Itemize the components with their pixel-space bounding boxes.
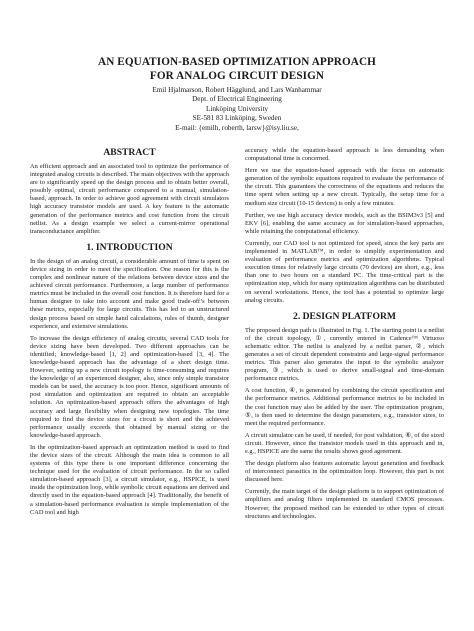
paper-title	[40, 55, 434, 83]
affiliation-email: E-mail: {emilh, roberth, larsw}@isy.liu.se,	[175, 123, 299, 132]
paper-authors: Emil Hjalmarson, Robert Hägglund, and Lars Wanhammar	[152, 86, 322, 94]
affiliation-university: Linköping University	[205, 104, 269, 113]
intro-paragraph-3: In the optimization-based approach an optimization method is used to find the device sizes of the circuit. Although the main idea is common to all systems of this type there is one important difference concerning the technique used for the evaluation of circuit performance. In the so called simulation-based approach [3], a circuit simulator, e.g., HSPICE, is used inside the optimization loop, while symbolic circuit equations are derived and directly used in the equation-based approach [4]. Traditionally, the benefit of a simulation-based performance evaluation is simple implementation of the CAD tool and high	[30, 443, 229, 516]
right-paragraph-9: Currently, the main target of the design platform is to support optimization of amplifiers and analog filters implemented in standard CMOS processes. However, the proposed method can be extended to other types of circuit structures and technologies.	[245, 488, 444, 520]
abstract-text: An efficient approach and an associated tool to optimize the performance of integrated analog circuits is described. The main objectives with the approach are to significantly speed up the design process and to obtain better overall, possibly optimal, circuit performance compared to a manual, simulation-based, approach. In order to achieve good agreement with circuit simulators high accuracy transistor models are used. A key feature is the automatic generation of the performance metrics and cost function from the circuit netlist. As a design example we select a current-mirror operational transconductance amplifier.	[30, 163, 229, 235]
right-paragraph-8: The design platform also features automatic layout generation and feedback of interconnect parasitics in the optimization loop. However, this part is not discussed here.	[245, 460, 444, 484]
right-paragraph-1: accuracy while the equation-based approach is less demanding when computational time is concerned.	[245, 147, 444, 163]
right-paragraph-2: Here we use the equation-based approach with the focus on automatic generation of the symbolic equations required to evaluate the performance of the circuit. This guarantees the correctness of the equations and reduces the time spent when setting up a new circuit. Typically, the setup time for a medium size circuit (10-15 devices) is only a few minutes.	[245, 167, 444, 207]
right-paragraph-3: Further, we use high accuracy device models, such as the BSIM3v3 [5] and EKV [6], enabling the same accuracy as for simulation-based approaches, while retaining the computational efficiency.	[245, 211, 444, 235]
affiliation-address: SE-581 83 Linköping, Sweden	[192, 114, 282, 123]
right-paragraph-7: A circuit simulator can be used, if needed, for post validation, ⑥, of the sized circuit. However, since the transistor models used in this approach and in, e.g., HSPICE are the same the results shows good agreement.	[245, 431, 444, 455]
left-column	[30, 147, 229, 617]
paper-title-line-2: FOR ANALOG CIRCUIT DESIGN	[149, 70, 325, 82]
paper-title-line-1: AN EQUATION-BASED OPTIMIZATION APPROACH	[98, 56, 376, 68]
paper-header	[40, 55, 434, 133]
intro-paragraph-2: To increase the design efficiency of analog circuits, several CAD tools for device sizing have been developed. Two different approaches can be identified; knowledge-based [1, 2] and optimization-based [3, 4]. The knowledge-based approach has the advantage of a short design time. However, setting up a new circuit topology is time-consuming and requires the knowledge of an experienced designer, also, since only simple transistor models can be used, the accuracy is too poor. Hence, significant amounts of post simulation and optimization are required to obtain an acceptable solution. An optimization-based approach offers the advantages of high accuracy and large flexibility when designing new topologies. The time required to find the device sizes for a circuit is short and the achieved performance usually exceeds that obtained by manual sizing or the knowledge-based approach.	[30, 334, 229, 439]
right-column	[245, 147, 444, 617]
right-paragraph-4: Currently, our CAD tool is not optimized for speed, since the key parts are implemented in MATLAB™, in order to simplify experimentation and evaluation of performance metrics and optimization algorithms. Typical execution times for relatively large circuits (70 devices) are short, e.g., less than one to two hours on a standard PC. The time-critical part is the optimization step, which for many optimization algorithms can be distributed on several workstations. Hence, the tool has a potential to optimize large analog circuits.	[245, 239, 444, 304]
right-paragraph-6: A cost function, ④, is generated by combining the circuit specification and the performance metrics. Additional performance metrics to be included in the cost function may also be added by the user. The optimization program, ⑤, is then used to determine the design parameters, e.g., transistor sizes, to meet the required performance.	[245, 387, 444, 427]
abstract-heading: ABSTRACT	[103, 147, 156, 158]
right-paragraph-5: The proposed design path is illustrated in Fig. 1. The starting point is a netlist of the circuit topology, ①, currently entered in Cadence™ Virtuoso schematic editor. The netlist is analyzed by a netlist parser, ②, which generates a set of circuit dependent constraints and large-signal performance metrics. This parser also generates the input to the symbolic analyzer program, ③, which is used to derive small-signal and time-domain performance metrics.	[245, 326, 444, 383]
intro-paragraph-1: In the design of an analog circuit, a considerable amount of time is spent on device sizing in order to meet the specification. One reason for this is the complex and nonlinear nature of the relations between device sizes and the achieved circuit performance. Furthermore, a large number of performance metrics must be included in the overall cost function. It is therefore hard for a human designer to take into account and make good trade-off’s between these metrics, especially for large circuits. This has led to an unstructured design process based on simple hand calculations, rules of thumb, designer experience, and extensive simulations.	[30, 257, 229, 330]
design-platform-heading: 2. DESIGN PLATFORM	[293, 310, 396, 322]
affiliation-department: Dept. of Electrical Engineering	[192, 95, 282, 104]
introduction-heading: 1. INTRODUCTION	[86, 241, 173, 253]
body-columns	[30, 147, 444, 617]
